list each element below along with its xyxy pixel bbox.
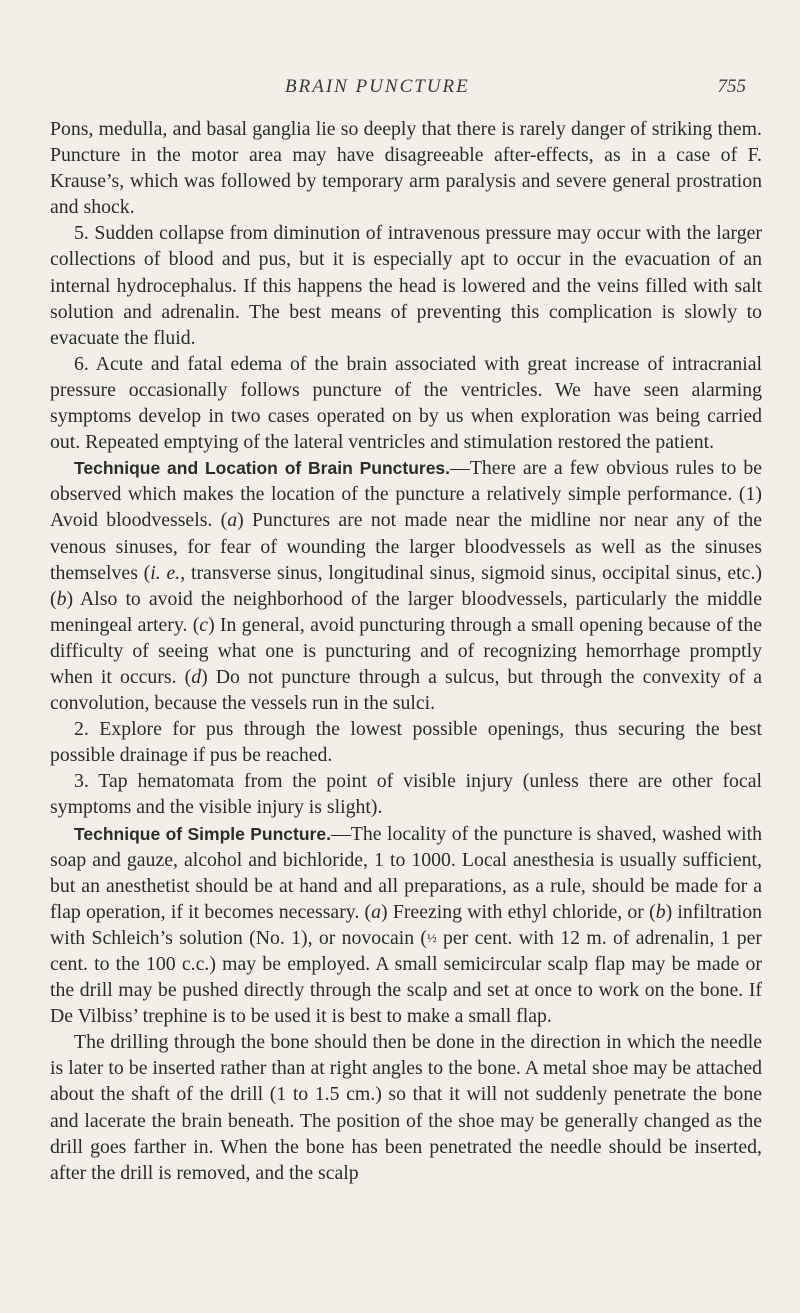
running-head: BRAIN PUNCTURE <box>285 76 470 97</box>
paragraph-acute-edema: 6. Acute and fatal edema of the brain associated with great increase of intracranial pressure occasionally follows puncture of the ventricles. We have seen alarming symptoms develop in two cases operated on by us when exploration was being carried out. Repeated emptying of the lateral ventricles and stimulation restored the patient. <box>50 352 762 454</box>
text-run: ) Punctures are not made near the midline nor near any of the venous sinuses, for fear of wounding the larger bloodvessels as well as the sinuses themselves ( <box>50 509 762 584</box>
list-marker: a <box>227 509 238 532</box>
text-run: ) Also to avoid the neighborhood of the larger bloodvessels, particularly the middle meningeal artery. ( <box>50 587 762 636</box>
paragraph-pons-medulla: Pons, medulla, and basal ganglia lie so deeply that there is rarely danger of striking them. Puncture in the motor area may have disagreeable after-effects, as in a case of F. Krause’s, which was followed by temporary arm paralysis and severe general prostration and shock. <box>50 118 762 219</box>
text-run: ) In general, avoid puncturing through a small opening because of the difficulty of seeing what one is puncturing and of recognizing hemorrhage promptly when it occurs. ( <box>50 613 762 688</box>
text-run: per cent. with 12 m. of adrenalin, 1 per cent. to the 100 c.c.) may be employed. A small semicircular scalp flap may be made or the drill may be pushed directly through the scalp and set at once to work on the bone. If De Vilbiss’ trephine is to be used it is best to make a small flap. <box>50 926 762 1028</box>
fraction-half: ½ <box>427 929 437 945</box>
page-header <box>0 76 800 106</box>
text-run: ) Freezing with ethyl chloride, or ( <box>381 900 656 923</box>
paragraph-explore-pus: 2. Explore for pus through the lowest possible openings, thus securing the best possible drainage if pus be reached. <box>50 718 762 767</box>
text-run: —There are a few obvious rules to be observed which makes the location of the puncture a relatively simple performance. (1) Avoid bloodvessels. ( <box>50 457 762 532</box>
list-marker: c <box>199 613 209 636</box>
paragraph-tap-hematomata: 3. Tap hematomata from the point of visible injury (unless there are other focal symptoms and the visible injury is slight). <box>50 770 762 819</box>
body-text <box>50 116 762 1186</box>
list-marker: b <box>655 900 666 923</box>
text-run: ) Do not puncture through a sulcus, but through the convexity of a convolution, because the vessels run in the sulci. <box>50 665 762 715</box>
text-run: —The locality of the puncture is shaved, washed with soap and gauze, alcohol and bichloride, 1 to 1000. Local anesthesia is usually sufficient, but an anesthetist should be at hand and all preparations, as a rule, should be made for a flap operation, if it becomes necessary. ( <box>50 822 762 923</box>
list-marker: a <box>371 900 382 923</box>
paragraph-simple-puncture <box>50 821 762 1030</box>
paragraph-technique-location <box>50 455 762 716</box>
page-number: 755 <box>717 76 746 97</box>
list-marker: d <box>191 665 202 688</box>
paragraph-sudden-collapse: 5. Sudden collapse from diminution of intravenous pressure may occur with the larger collections of blood and pus, but it is especially apt to occur in the evacuation of an internal hydrocephalus. If this happens the head is lowered and the veins filled with salt solution and adrenalin. The best means of preventing this complication is slowly to evacuate the fluid. <box>50 222 762 349</box>
paragraph-drilling: The drilling through the bone should then be done in the direction in which the needle is later to be inserted rather than at right angles to the bone. A metal shoe may be attached about the shaft of the drill (1 to 1.5 cm.) so that it will not suddenly penetrate the bone and lacerate the brain beneath. The position of the shoe may be generally changed as the drill goes farther in. When the bone has been penetrated the needle should be inserted, after the drill is removed, and the scalp <box>50 1031 762 1184</box>
section-heading-simple-puncture: Technique of Simple Puncture. <box>74 823 331 844</box>
list-marker: b <box>56 587 67 610</box>
text-run: ) infiltration with Schleich’s solution (No. 1), or novocain ( <box>50 900 763 949</box>
italic-abbreviation: i. e., <box>150 561 186 584</box>
section-heading-technique-location: Technique and Location of Brain Punctures. <box>74 458 451 479</box>
text-run: transverse sinus, longitudinal sinus, sigmoid sinus, occipital sinus, etc.) ( <box>50 561 762 610</box>
